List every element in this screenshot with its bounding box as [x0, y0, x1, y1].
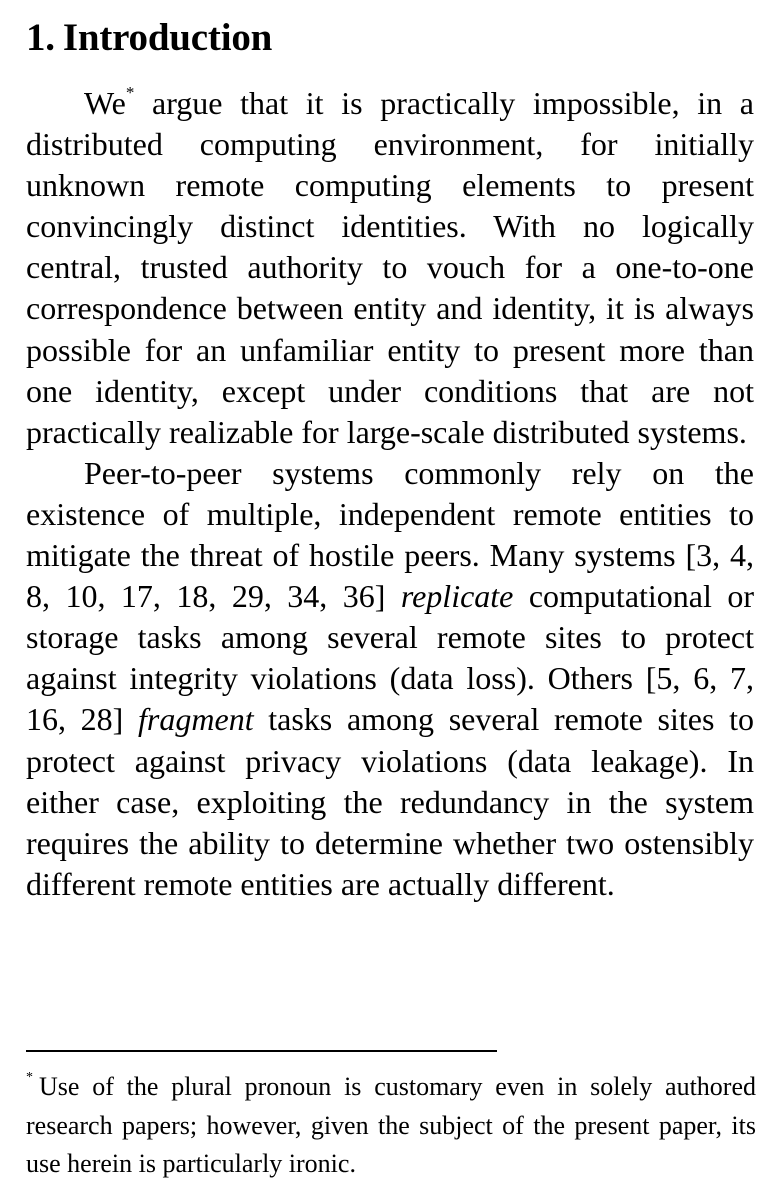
- text-run: tasks among several remote sites to protect against privacy violations (data leakage). In either case, exploiting the redundancy in the system requires the ability to determine whether two ostensibly different remote entities are actually different.: [26, 701, 755, 902]
- paragraph-2: [26, 453, 754, 905]
- footnote-text: Use of the plural pronoun is customary even in solely authored research papers; however, given the subject of the present paper, its use herein is particularly ironic.: [26, 1072, 756, 1178]
- footnote-divider: [26, 1050, 497, 1052]
- body-text: [26, 83, 754, 905]
- section-heading: [26, 10, 272, 66]
- footnote: [26, 1068, 756, 1184]
- text-run: Peer-to-peer systems commonly rely on the existence of multiple, independent remote entities to mitigate the threat of hostile peers. Many systems [3, 4, 8, 10, 17, 18, 29, 34, 36]: [26, 454, 754, 615]
- emphasized-term: replicate: [400, 578, 514, 615]
- emphasized-term: fragment: [138, 701, 254, 738]
- paragraph-1: [26, 83, 754, 453]
- footnote-ref-marker: *: [125, 83, 135, 102]
- text-run: We: [84, 85, 126, 121]
- footnote-marker: *: [26, 1070, 33, 1085]
- section-number: 1.: [26, 16, 55, 59]
- section-title-text: Introduction: [62, 16, 273, 59]
- text-run: computational or storage tasks among several remote sites to protect against integrity violations (data loss). Others [5, 6, 7, 16, 28]: [26, 578, 754, 738]
- text-run: argue that it is practically impossible, in a distributed computing environment, for initially unknown remote computing elements to present convincingly distinct identities. With no logically central, trusted authority to vouch for a one-to-one correspondence between entity and identity, it is always possible for an unfamiliar entity to present more than one identity, except under conditions that are not practically realizable for large-scale distributed systems.: [26, 85, 754, 450]
